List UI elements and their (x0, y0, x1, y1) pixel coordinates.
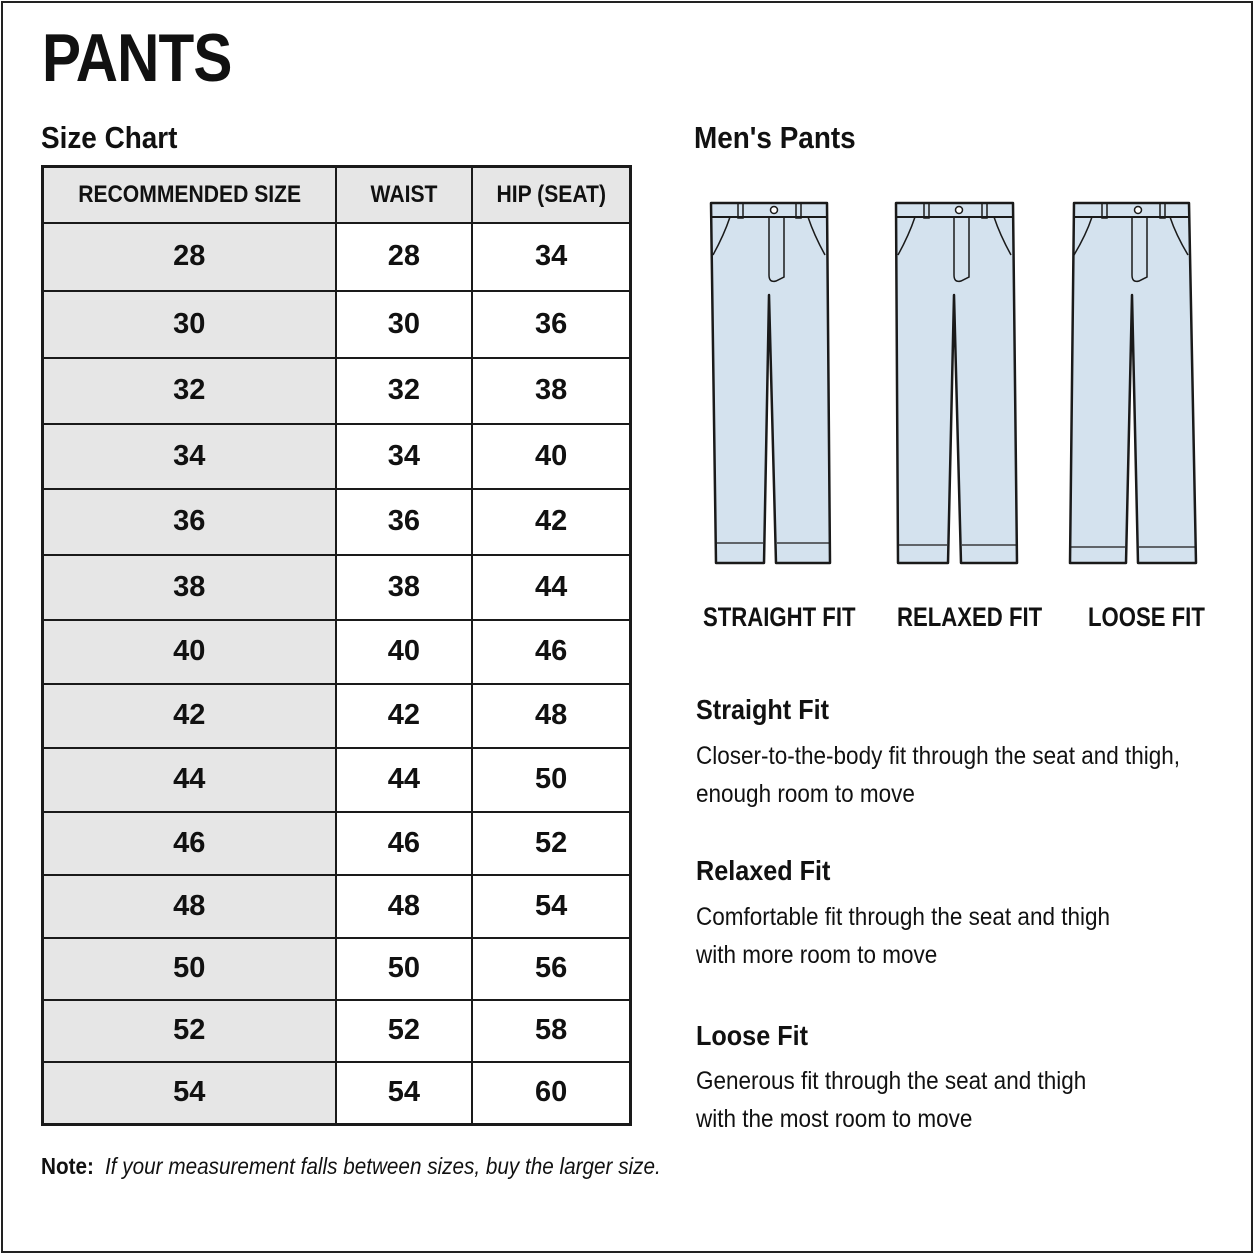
cell-recommended-size: 52 (43, 1000, 336, 1062)
cell-waist: 38 (336, 555, 473, 620)
loose-fit-pants-icon (1062, 195, 1202, 565)
cell-waist: 44 (336, 748, 473, 812)
size-chart-heading: Size Chart (41, 120, 178, 155)
cell-waist: 50 (336, 938, 473, 1000)
cell-waist: 34 (336, 424, 473, 489)
cell-waist: 32 (336, 358, 473, 424)
cell-waist: 40 (336, 620, 473, 684)
fit-label-straight: STRAIGHT FIT (703, 602, 856, 632)
cell-recommended-size: 42 (43, 684, 336, 748)
cell-waist: 42 (336, 684, 473, 748)
column-header-waist: WAIST (336, 167, 473, 223)
straight-fit-pants-icon (700, 195, 832, 565)
cell-waist: 36 (336, 489, 473, 555)
cell-hip: 46 (472, 620, 630, 684)
cell-recommended-size: 50 (43, 938, 336, 1000)
cell-recommended-size: 30 (43, 291, 336, 358)
table-row (43, 223, 631, 291)
column-header-hip: HIP (SEAT) (472, 167, 630, 223)
cell-hip: 44 (472, 555, 630, 620)
cell-recommended-size: 36 (43, 489, 336, 555)
cell-waist: 28 (336, 223, 473, 291)
relaxed-fit-pants-icon (886, 195, 1022, 565)
cell-recommended-size: 46 (43, 812, 336, 875)
description-line: enough room to move (696, 780, 915, 808)
cell-hip: 52 (472, 812, 630, 875)
table-row (43, 620, 631, 684)
cell-waist: 46 (336, 812, 473, 875)
fit-label-relaxed: RELAXED FIT (897, 602, 1043, 632)
description-line: with more room to move (696, 941, 938, 969)
description-line: Comfortable fit through the seat and thigh (696, 903, 1111, 931)
table-row (43, 424, 631, 489)
fit-label-loose: LOOSE FIT (1088, 602, 1205, 632)
note-text: If your measurement falls between sizes, buy the larger size. (105, 1153, 661, 1179)
cell-hip: 60 (472, 1062, 630, 1125)
cell-recommended-size: 54 (43, 1062, 336, 1125)
note (41, 1153, 661, 1180)
cell-waist: 54 (336, 1062, 473, 1125)
cell-hip: 58 (472, 1000, 630, 1062)
cell-recommended-size: 32 (43, 358, 336, 424)
cell-hip: 56 (472, 938, 630, 1000)
table-row (43, 1000, 631, 1062)
table-row (43, 358, 631, 424)
column-header-recommended-size: RECOMMENDED SIZE (43, 167, 336, 223)
page-title: PANTS (42, 20, 232, 96)
relaxed-fit-title: Relaxed Fit (696, 855, 831, 886)
mens-pants-heading: Men's Pants (694, 120, 856, 155)
table-row (43, 1062, 631, 1125)
table-row (43, 748, 631, 812)
cell-hip: 54 (472, 875, 630, 938)
cell-hip: 42 (472, 489, 630, 555)
table-row (43, 875, 631, 938)
table-row (43, 555, 631, 620)
cell-hip: 40 (472, 424, 630, 489)
loose-fit-title: Loose Fit (696, 1020, 809, 1051)
table-header-row (43, 167, 631, 223)
cell-waist: 48 (336, 875, 473, 938)
table-row (43, 291, 631, 358)
cell-hip: 38 (472, 358, 630, 424)
cell-hip: 50 (472, 748, 630, 812)
straight-fit-title: Straight Fit (696, 694, 829, 725)
cell-hip: 36 (472, 291, 630, 358)
cell-hip: 34 (472, 223, 630, 291)
loose-fit-description (696, 1062, 1200, 1138)
description-line: Closer-to-the-body fit through the seat and thigh, (696, 742, 1181, 770)
cell-recommended-size: 48 (43, 875, 336, 938)
table-row (43, 489, 631, 555)
description-line: with the most room to move (696, 1105, 973, 1133)
description-line: Generous fit through the seat and thigh (696, 1067, 1087, 1095)
cell-recommended-size: 44 (43, 748, 336, 812)
table-row (43, 938, 631, 1000)
cell-recommended-size: 28 (43, 223, 336, 291)
cell-hip: 48 (472, 684, 630, 748)
cell-recommended-size: 34 (43, 424, 336, 489)
table-row (43, 684, 631, 748)
relaxed-fit-description (696, 898, 1200, 974)
table-row (43, 812, 631, 875)
cell-waist: 30 (336, 291, 473, 358)
size-chart-table (41, 165, 632, 1126)
cell-recommended-size: 38 (43, 555, 336, 620)
cell-waist: 52 (336, 1000, 473, 1062)
straight-fit-description (696, 737, 1200, 813)
cell-recommended-size: 40 (43, 620, 336, 684)
note-label: Note: (41, 1153, 94, 1179)
